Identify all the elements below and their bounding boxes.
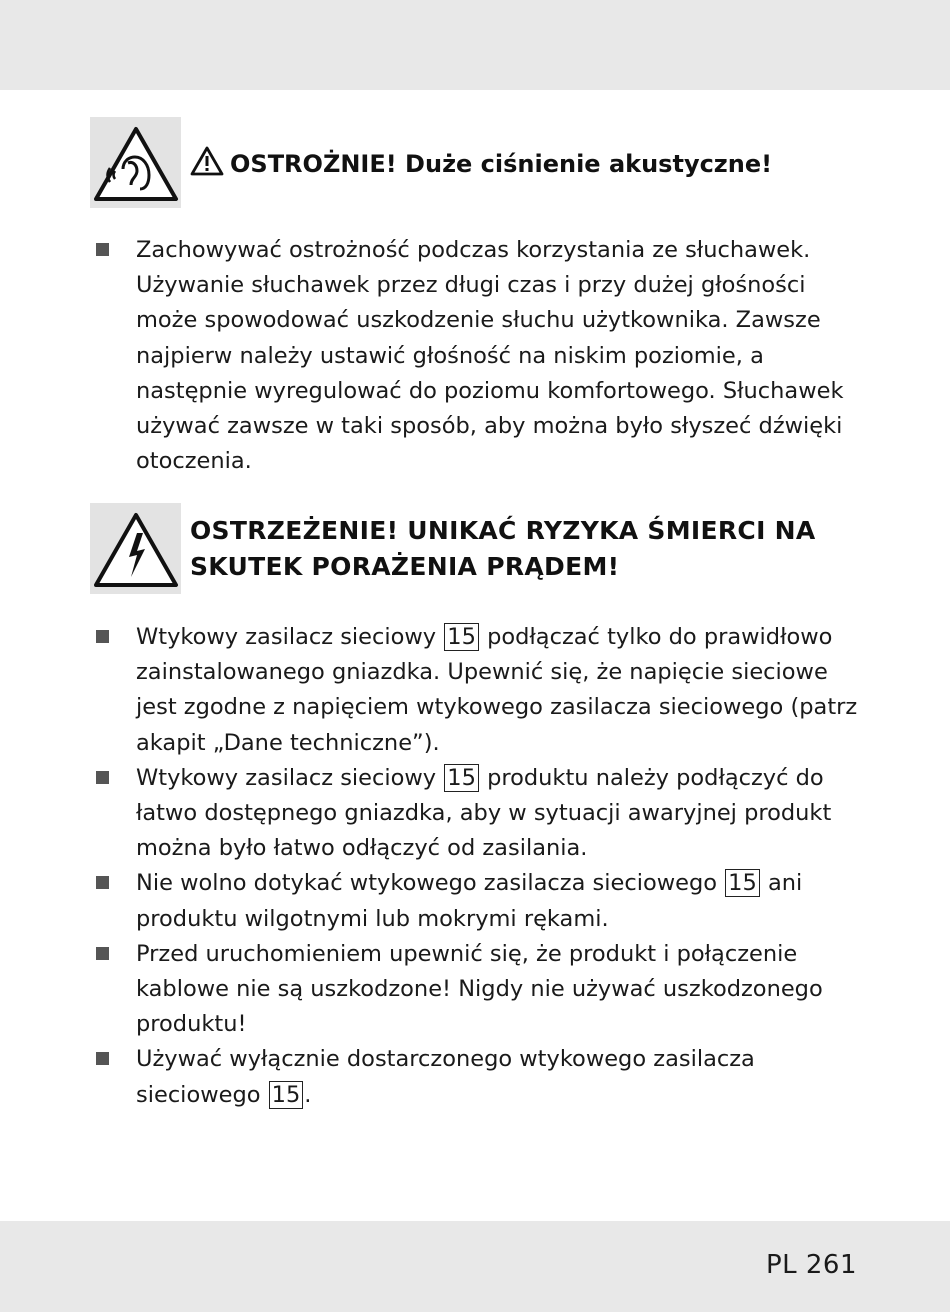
warning-triangle-icon	[190, 145, 224, 183]
list-item	[90, 937, 860, 1043]
list-item-text: Przed uruchomieniem upewnić się, że produkt i połączenie kablowe nie są uszkodzone! Nigdy nie używać uszkodzonego produktu!	[136, 940, 823, 1038]
reference-number: 15	[444, 623, 479, 651]
list-item-text: Wtykowy zasilacz sieciowy	[136, 764, 437, 791]
bullet	[96, 630, 109, 643]
list-item	[90, 761, 860, 867]
danger-heading	[190, 513, 870, 585]
caution-list	[90, 233, 860, 479]
bullet	[96, 771, 109, 784]
list-item-text: Wtykowy zasilacz sieciowy	[136, 624, 437, 650]
bullet	[96, 876, 109, 889]
reference-number: 15	[444, 764, 479, 792]
bullet	[96, 1052, 109, 1065]
danger-heading-line1: OSTRZEŻENIE! UNIKAĆ RYZYKA ŚMIERCI NA	[190, 516, 816, 545]
danger-list	[90, 620, 860, 1113]
hearing-warning-icon	[90, 117, 181, 208]
list-item-text: Używać wyłącznie dostarczonego wtykowego zasilacza sieciowego	[136, 1046, 755, 1108]
list-item	[90, 866, 860, 936]
reference-number: 15	[269, 1081, 304, 1109]
page-number: PL 261	[765, 1250, 857, 1280]
top-margin-band	[0, 0, 950, 90]
electric-shock-icon	[90, 503, 181, 594]
list-item-text: ani produktu wilgotnymi lub mokrymi rękami.	[136, 870, 803, 932]
list-item	[90, 233, 860, 479]
reference-number: 15	[725, 869, 760, 897]
bullet	[96, 243, 109, 256]
list-item	[90, 1042, 860, 1112]
danger-heading-line2: SKUTEK PORAŻENIA PRĄDEM!	[190, 552, 620, 581]
list-item-text: Nie wolno dotykać wtykowego zasilacza sieciowego	[136, 870, 718, 897]
list-item-text: Zachowywać ostrożność podczas korzystania ze słuchawek. Używanie słuchawek przez długi czas i przy dużej głośności może spowodować uszkodzenie słuchu użytkownika. Zawsze najpierw należy ustawić głośność na niskim poziomie, a następnie wyregulować do poziomu komfortowego. Słuchawek używać zawsze w taki sposób, aby można było słyszeć dźwięki otoczenia.	[136, 237, 844, 475]
caution-heading	[190, 145, 772, 183]
list-item-text: produktu należy podłączyć do łatwo dostępnego gniazdka, aby w sytuacji awaryjnej produkt można było łatwo odłączyć od zasilania.	[136, 764, 832, 862]
list-item-text: podłączać tylko do prawidłowo zainstalowanego gniazdka. Upewnić się, że napięcie sieciowe jest zgodne z napięciem wtykowego zasilacza sieciowego (patrz akapit „Dane techniczne”).	[136, 624, 858, 756]
bullet	[96, 947, 109, 960]
caution-heading-text: OSTROŻNIE! Duże ciśnienie akustyczne!	[230, 150, 773, 178]
list-item-text: .	[304, 1081, 312, 1108]
list-item	[90, 620, 860, 761]
